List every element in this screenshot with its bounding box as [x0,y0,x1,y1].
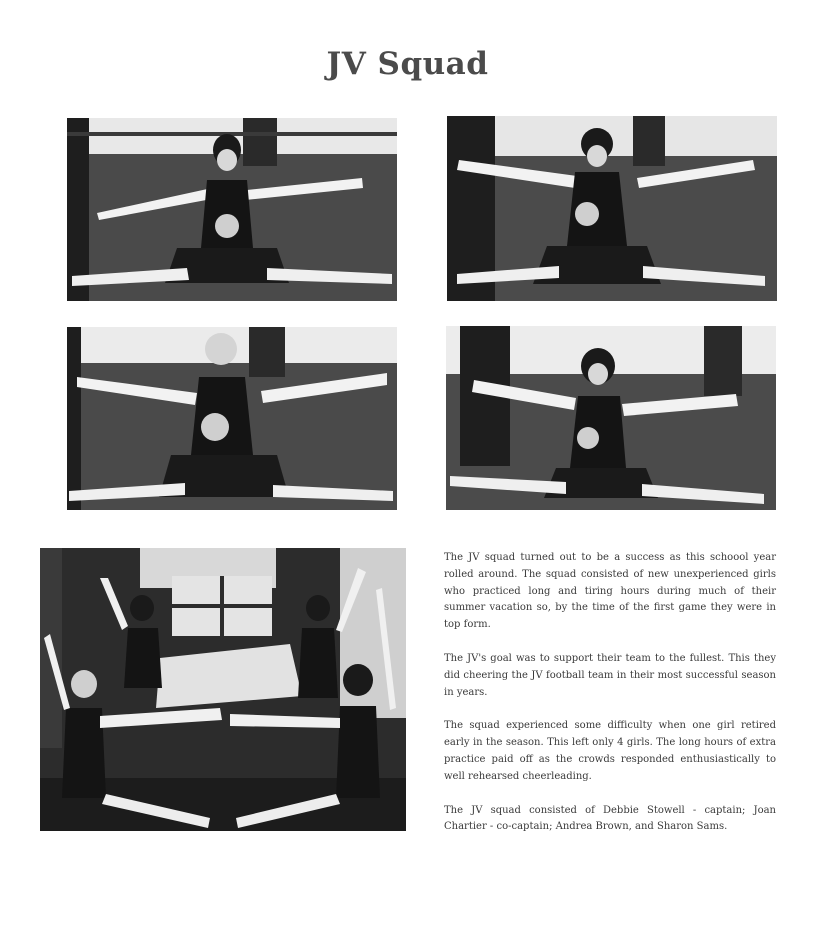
article-paragraph: The JV squad turned out to be a success as this schoool year rolled around. The squad consisted of new unexperienced girls who practiced long and tiring hours during much of their summer vacation so, by the time of the first game they were in top form. [444,552,776,631]
photo-cheerleader-split-4 [446,326,776,510]
photo-cheerleader-split-2 [447,116,777,301]
photo-cheerleader-split-1 [67,118,397,301]
article-paragraph: The JV's goal was to support their team to the fullest. This they did cheering the JV football team in their most successful season in years. [444,652,776,698]
article-paragraph: The JV squad consisted of Debbie Stowell - captain; Joan Chartier - co-captain; Andrea Brown, and Sharon Sams. [444,804,776,833]
article-body [444,550,776,853]
photo-squad-group [40,548,406,831]
photo-cheerleader-split-3 [67,327,397,510]
article-paragraph: The squad experienced some difficulty when one girl retired early in the season. This left only 4 girls. The long hours of extra practice paid off as the crowds responded enthusiastically to well rehearsed cheerleading. [444,720,776,782]
page-title: JV Squad [326,46,489,82]
